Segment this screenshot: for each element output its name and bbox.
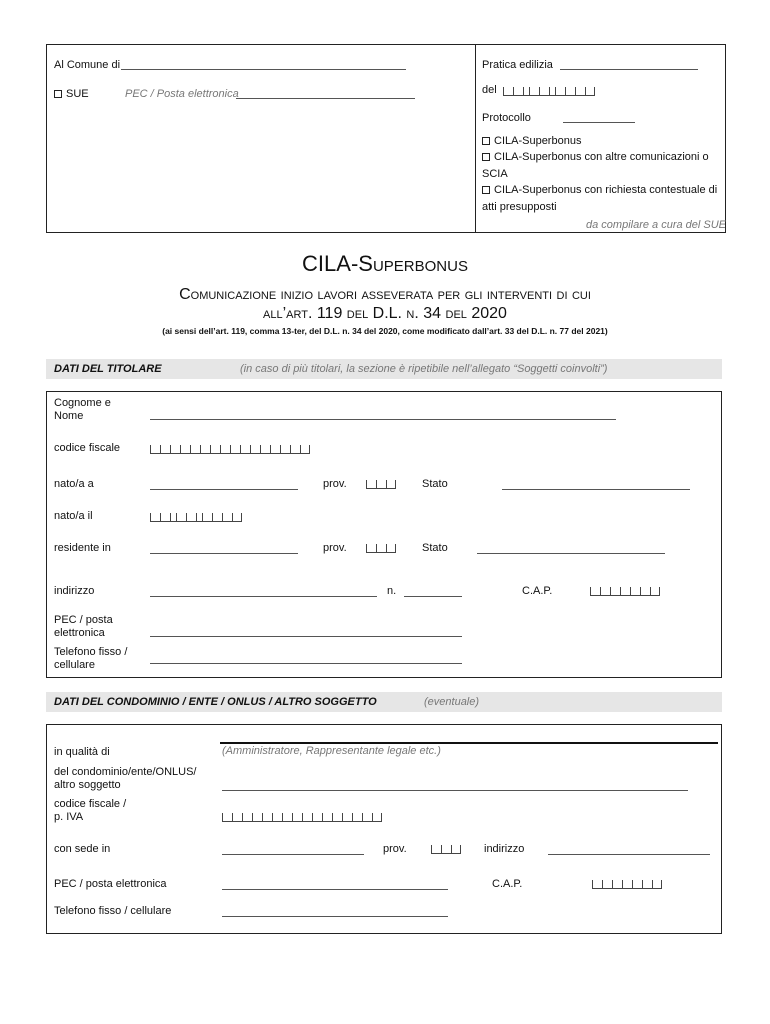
titolare-section-title: DATI DEL TITOLARE [54, 363, 162, 375]
cond-cap-field[interactable] [592, 879, 662, 889]
pec-label: PEC / posta elettronica [54, 614, 113, 639]
condominio-section-title: DATI DEL CONDOMINIO / ENTE / ONLUS / ALTRO SOGGETTO [54, 696, 377, 708]
cap-field[interactable] [590, 586, 660, 596]
pec-label: PEC / Posta elettronica [125, 88, 239, 100]
del-label: del [482, 84, 497, 96]
pratica-label: Pratica edilizia [482, 59, 553, 71]
cond-pec-input[interactable] [222, 889, 448, 890]
nato-a-label: nato/a a [54, 478, 94, 490]
sue-label: SUE [66, 88, 89, 100]
prov2-label: prov. [323, 542, 347, 554]
subtitle-line1: Comunicazione inizio lavori asseverata per gli interventi di cui [179, 286, 591, 303]
cognome-label: Cognome e Nome [54, 397, 111, 422]
qualita-input-line[interactable] [220, 742, 718, 744]
stato2-input[interactable] [477, 553, 665, 554]
nato-il-label: nato/a il [54, 510, 93, 522]
protocollo-input[interactable] [563, 122, 635, 123]
nato-il-field[interactable] [150, 512, 242, 522]
cond-cap-label: C.A.P. [492, 878, 523, 890]
n-input[interactable] [404, 596, 462, 597]
prov-label: prov. [323, 478, 347, 490]
cond-tel-input[interactable] [222, 916, 448, 917]
checkbox-icon [482, 186, 490, 194]
sede-label: con sede in [54, 843, 111, 855]
page-title: CILA-Superbonus [302, 251, 468, 276]
cond-prov-label: prov. [383, 843, 407, 855]
n-label: n. [387, 585, 397, 597]
checkbox-icon [482, 137, 490, 145]
codice-fiscale-field[interactable] [150, 444, 310, 454]
legal-reference: (ai sensi dell’art. 119, comma 13-ter, del D.L. n. 34 del 2020, come modificato dall’art. 33 del D.L. n. 77 del 2021) [162, 326, 608, 336]
option-cila-scia[interactable]: CILA-Superbonus con altre comunicazioni o [482, 151, 709, 164]
titolare-box [46, 391, 722, 678]
cond-prov-field[interactable] [431, 844, 461, 854]
subtitle-line2: all’art. 119 del D.L. n. 34 del 2020 [263, 305, 507, 322]
checkbox-icon [54, 90, 62, 98]
telefono-input[interactable] [150, 663, 462, 664]
sue-checkbox[interactable] [54, 88, 89, 101]
condominio-input[interactable] [222, 790, 688, 791]
codice-fiscale-label: codice fiscale [54, 442, 121, 454]
stato-label: Stato [422, 478, 448, 490]
cond-indirizzo-input[interactable] [548, 854, 710, 855]
header-box [46, 44, 726, 233]
pec-input[interactable] [236, 98, 415, 99]
checkbox-icon [482, 153, 490, 161]
sede-input[interactable] [222, 854, 364, 855]
cond-pec-label: PEC / posta elettronica [54, 878, 167, 890]
cond-indirizzo-label: indirizzo [484, 843, 525, 855]
option-cila-atti[interactable]: CILA-Superbonus con richiesta contestuale di [482, 184, 717, 197]
protocollo-label: Protocollo [482, 112, 531, 124]
del-date-field[interactable] [503, 86, 595, 96]
qualita-label: in qualità di [54, 746, 110, 758]
titolare-section-note: (in caso di più titolari, la sezione è ripetibile nell’allegato “Soggetti coinvolti”) [240, 363, 608, 375]
residente-input[interactable] [150, 553, 298, 554]
cond-tel-label: Telefono fisso / cellulare [54, 905, 172, 917]
cf-piva-field[interactable] [222, 812, 382, 822]
condominio-section-note: (eventuale) [424, 696, 480, 708]
qualita-hint: (Amministratore, Rappresentante legale etc.) [222, 745, 441, 757]
prov2-field[interactable] [366, 543, 396, 553]
option-cila[interactable]: CILA-Superbonus [482, 135, 581, 148]
telefono-label: Telefono fisso / cellulare [54, 646, 128, 671]
sue-note: da compilare a cura del SUE [586, 219, 727, 231]
prov-field[interactable] [366, 479, 396, 489]
comune-label: Al Comune di [54, 59, 121, 71]
condominio-label: del condominio/ente/ONLUS/ altro soggetto [54, 766, 197, 791]
option-cila-atti-line2: atti presupposti [482, 201, 557, 213]
cap-label: C.A.P. [522, 585, 553, 597]
option-cila-scia-line2: SCIA [482, 168, 508, 180]
cf-piva-label: codice fiscale / p. IVA [54, 798, 127, 823]
cognome-input[interactable] [150, 419, 616, 420]
pec-input[interactable] [150, 636, 462, 637]
indirizzo-label: indirizzo [54, 585, 95, 597]
indirizzo-input[interactable] [150, 596, 377, 597]
pratica-input[interactable] [560, 69, 698, 70]
stato2-label: Stato [422, 542, 448, 554]
residente-label: residente in [54, 542, 111, 554]
stato-input[interactable] [502, 489, 690, 490]
nato-a-input[interactable] [150, 489, 298, 490]
header-divider [475, 44, 476, 233]
comune-input[interactable] [121, 69, 406, 70]
